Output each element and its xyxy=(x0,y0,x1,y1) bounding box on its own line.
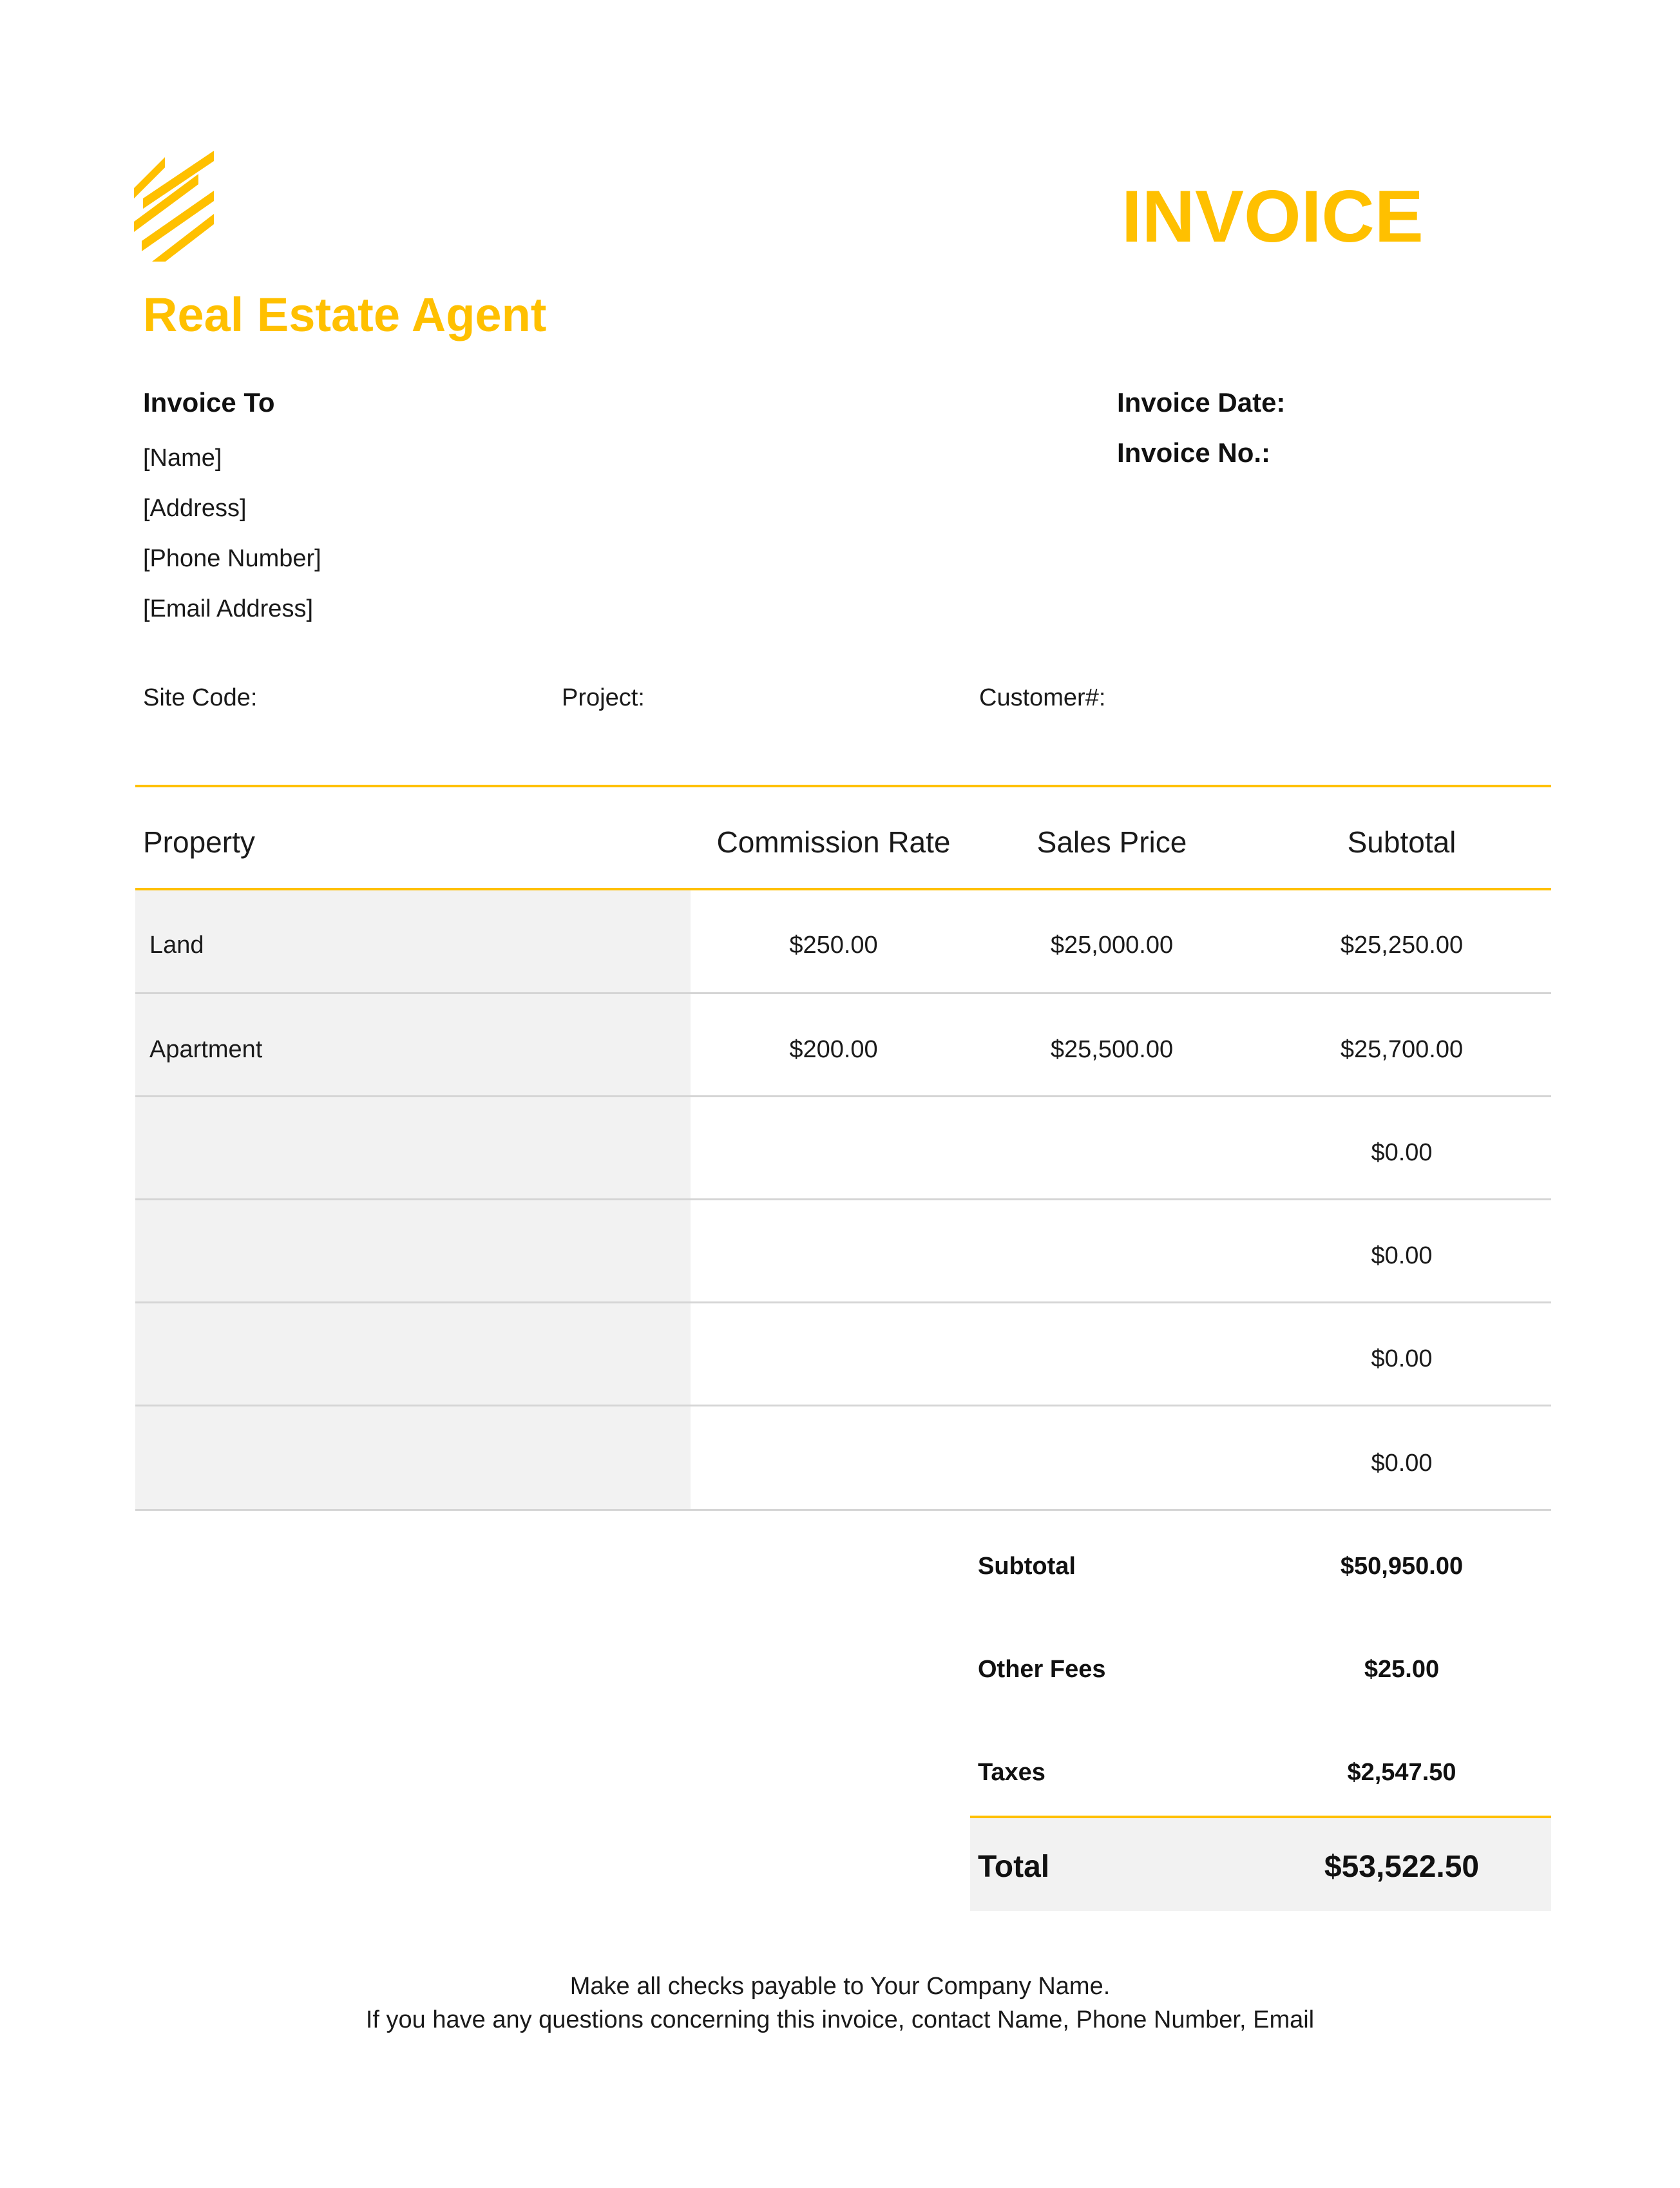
summary-taxes-value: $2,547.50 xyxy=(1347,1759,1456,1786)
table-bottom-rule xyxy=(135,1509,1551,1511)
bill-to-email: [Email Address] xyxy=(143,595,313,622)
customer-number-label: Customer#: xyxy=(979,684,1106,711)
invoice-to-heading: Invoice To xyxy=(143,387,275,417)
row-divider xyxy=(135,1301,1551,1303)
row-1-property: Land xyxy=(149,932,204,959)
row-divider xyxy=(135,1095,1551,1097)
bill-to-phone: [Phone Number] xyxy=(143,545,321,572)
invoice-number-label: Invoice No.: xyxy=(1117,437,1271,468)
row-divider xyxy=(135,1405,1551,1406)
summary-other-fees-value: $25.00 xyxy=(1364,1656,1440,1683)
row-1-commission: $250.00 xyxy=(789,932,878,959)
column-header-commission-rate: Commission Rate xyxy=(716,825,951,859)
row-2-commission: $200.00 xyxy=(789,1036,878,1063)
property-column-shading xyxy=(135,890,691,1510)
company-name: Real Estate Agent xyxy=(143,288,547,341)
document-title: INVOICE xyxy=(1122,176,1424,258)
footer-contact-note: If you have any questions concerning this invoice, contact Name, Phone Number, Email xyxy=(365,2006,1315,2033)
row-2-sales-price: $25,500.00 xyxy=(1050,1036,1174,1063)
table-top-rule xyxy=(135,785,1551,787)
row-1-subtotal: $25,250.00 xyxy=(1340,932,1464,959)
total-value: $53,522.50 xyxy=(1324,1850,1480,1884)
summary-subtotal-value: $50,950.00 xyxy=(1340,1553,1464,1580)
row-divider xyxy=(135,992,1551,994)
row-2-subtotal: $25,700.00 xyxy=(1340,1036,1464,1063)
bill-to-address: [Address] xyxy=(143,495,247,522)
column-header-sales-price: Sales Price xyxy=(1036,825,1187,859)
footer-payment-note: Make all checks payable to Your Company Name. xyxy=(569,1973,1111,2000)
row-2-property: Apartment xyxy=(149,1036,263,1063)
site-code-label: Site Code: xyxy=(143,684,258,711)
project-label: Project: xyxy=(562,684,645,711)
row-4-subtotal: $0.00 xyxy=(1371,1242,1433,1269)
summary-taxes-label: Taxes xyxy=(978,1759,1045,1786)
invoice-date-label: Invoice Date: xyxy=(1117,387,1286,417)
row-1-sales-price: $25,000.00 xyxy=(1050,932,1174,959)
summary-subtotal-label: Subtotal xyxy=(978,1553,1076,1580)
column-header-property: Property xyxy=(143,825,255,859)
total-label: Total xyxy=(978,1850,1050,1884)
row-5-subtotal: $0.00 xyxy=(1371,1345,1433,1372)
diagonal-stripes-logo-icon xyxy=(134,151,214,262)
summary-other-fees-label: Other Fees xyxy=(978,1656,1106,1683)
row-divider xyxy=(135,1198,1551,1200)
row-3-subtotal: $0.00 xyxy=(1371,1139,1433,1166)
bill-to-name: [Name] xyxy=(143,445,222,472)
column-header-subtotal: Subtotal xyxy=(1347,825,1456,859)
row-6-subtotal: $0.00 xyxy=(1371,1450,1433,1477)
